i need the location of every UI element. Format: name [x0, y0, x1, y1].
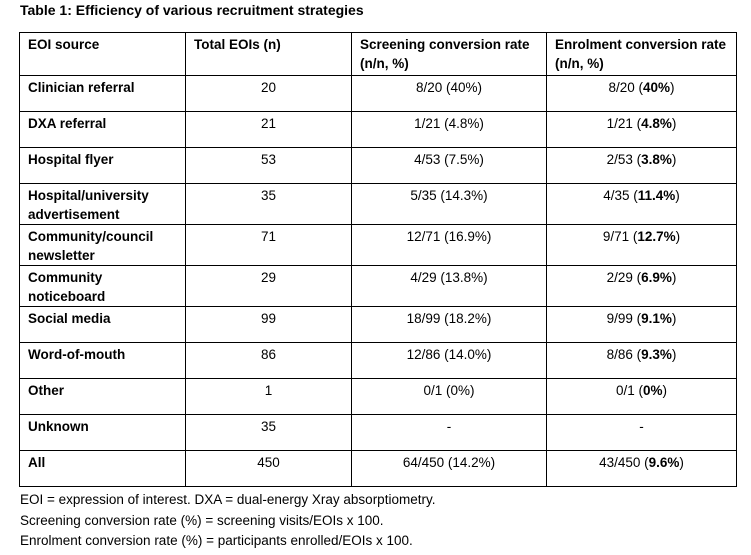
row-source: Unknown [20, 415, 186, 451]
enrolment-fraction: 43/450 [599, 455, 641, 470]
row-source: Clinician referral [20, 76, 186, 112]
row-screening: 18/99 (18.2%) [352, 307, 547, 343]
row-source: Word-of-mouth [20, 343, 186, 379]
row-enrolment: 0/1 (0%) [547, 379, 737, 415]
row-total: 71 [186, 225, 352, 266]
table-row [20, 379, 737, 415]
table-row [20, 148, 737, 184]
row-screening: 12/71 (16.9%) [352, 225, 547, 266]
row-enrolment: 1/21 (4.8%) [547, 112, 737, 148]
row-total: 35 [186, 415, 352, 451]
row-total: 1 [186, 379, 352, 415]
enrolment-percent: 40% [643, 80, 671, 95]
table-row [20, 307, 737, 343]
row-enrolment: - [547, 415, 737, 451]
row-source: Community/council newsletter [20, 225, 186, 266]
table-caption: Table 1: Efficiency of various recruitment strategies [20, 2, 364, 18]
footnote-abbreviations: EOI = expression of interest. DXA = dual-energy Xray absorptiometry. [20, 492, 436, 507]
row-enrolment: 2/29 (6.9%) [547, 266, 737, 307]
row-enrolment: 43/450 (9.6%) [547, 451, 737, 487]
recruitment-table [19, 32, 737, 487]
footnote-enrolment-formula: Enrolment conversion rate (%) = participants enrolled/EOIs x 100. [20, 533, 413, 548]
enrolment-fraction: 9/71 [602, 229, 630, 244]
row-total: 86 [186, 343, 352, 379]
enrolment-fraction: 2/53 [606, 152, 633, 167]
header-enrolment-rate: Enrolment conversion rate (n/n, %) [547, 33, 737, 76]
row-source: Community noticeboard [20, 266, 186, 307]
enrolment-fraction: 0/1 [615, 383, 635, 398]
header-eoi-source: EOI source [20, 33, 186, 76]
row-total: 35 [186, 184, 352, 225]
row-screening: 64/450 (14.2%) [352, 451, 547, 487]
table-row [20, 266, 737, 307]
row-source: Other [20, 379, 186, 415]
row-screening: 1/21 (4.8%) [352, 112, 547, 148]
table-row [20, 225, 737, 266]
header-screening-rate: Screening conversion rate (n/n, %) [352, 33, 547, 76]
row-enrolment: 8/86 (9.3%) [547, 343, 737, 379]
table-row [20, 112, 737, 148]
row-enrolment: 4/35 (11.4%) [547, 184, 737, 225]
enrolment-percent: 4.8% [641, 116, 672, 131]
enrolment-percent: 9.1% [641, 311, 672, 326]
enrolment-percent: 9.3% [641, 347, 672, 362]
enrolment-percent: 3.8% [641, 152, 672, 167]
enrolment-percent: 9.6% [648, 455, 680, 470]
row-screening: - [352, 415, 547, 451]
enrolment-percent: 6.9% [641, 270, 672, 285]
enrolment-fraction: 8/86 [606, 347, 633, 362]
enrolment-fraction: 8/20 [608, 80, 635, 95]
table-header-row [20, 33, 737, 76]
table-row [20, 76, 737, 112]
table-footnotes [20, 490, 435, 552]
row-screening: 4/29 (13.8%) [352, 266, 547, 307]
row-screening: 5/35 (14.3%) [352, 184, 547, 225]
row-screening: 4/53 (7.5%) [352, 148, 547, 184]
row-screening: 8/20 (40%) [352, 76, 547, 112]
row-enrolment: 8/20 (40%) [547, 76, 737, 112]
enrolment-percent: 11.4% [637, 188, 676, 203]
row-total: 29 [186, 266, 352, 307]
footnote-screening-formula: Screening conversion rate (%) = screening visits/EOIs x 100. [20, 512, 384, 528]
enrolment-fraction: 1/21 [606, 116, 633, 131]
row-screening: 12/86 (14.0%) [352, 343, 547, 379]
row-source: DXA referral [20, 112, 186, 148]
row-source: Social media [20, 307, 186, 343]
row-total: 21 [186, 112, 352, 148]
row-total: 450 [186, 451, 352, 487]
row-source: Hospital/university advertisement [20, 184, 186, 225]
header-total-eois: Total EOIs (n) [186, 33, 352, 76]
row-total: 20 [186, 76, 352, 112]
table-row [20, 184, 737, 225]
row-enrolment: 9/99 (9.1%) [547, 307, 737, 343]
row-total: 99 [186, 307, 352, 343]
row-enrolment: 9/71 (12.7%) [547, 225, 737, 266]
row-enrolment: 2/53 (3.8%) [547, 148, 737, 184]
enrolment-percent: 12.7% [637, 229, 676, 244]
row-source: Hospital flyer [20, 148, 186, 184]
row-total: 53 [186, 148, 352, 184]
row-source: All [20, 451, 186, 487]
enrolment-fraction: 4/35 [603, 188, 630, 203]
enrolment-percent: 0% [643, 383, 663, 398]
enrolment-fraction: 9/99 [606, 311, 633, 326]
table-row [20, 415, 737, 451]
row-screening: 0/1 (0%) [352, 379, 547, 415]
enrolment-fraction: 2/29 [606, 270, 633, 285]
table-row-all [20, 451, 737, 487]
table-row [20, 343, 737, 379]
